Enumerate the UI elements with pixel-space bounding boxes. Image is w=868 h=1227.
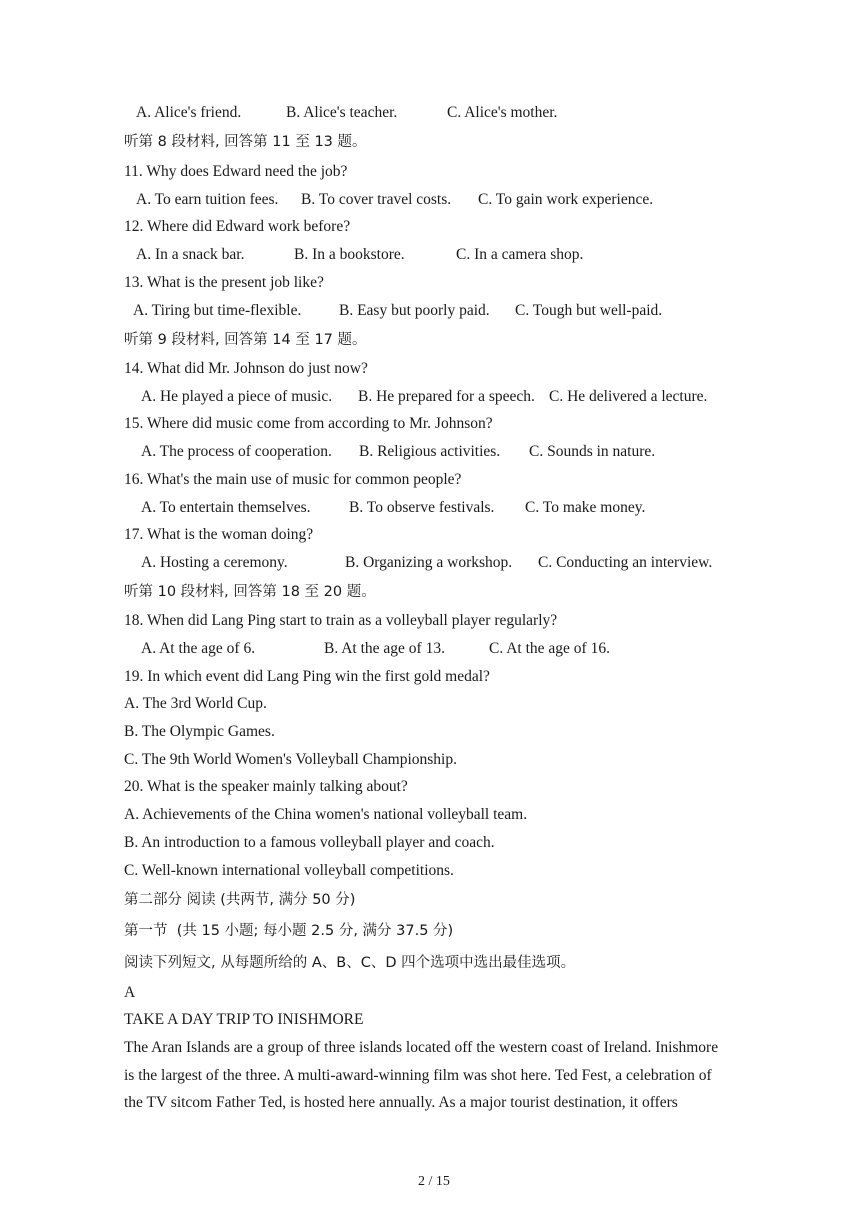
- option-text: A. To entertain themselves.: [141, 499, 311, 516]
- option-text: C. In a camera shop.: [456, 246, 584, 263]
- question-text: 18. When did Lang Ping start to train as a volleyball player regularly?: [124, 612, 558, 629]
- option-text: A. Hosting a ceremony.: [141, 554, 288, 571]
- body-text: A. The 3rd World Cup.: [124, 695, 267, 712]
- option-text: C. To make money.: [525, 499, 646, 516]
- body-text: C. Well-known international volleyball competitions.: [124, 862, 454, 879]
- section-heading: 听第 9 段材料, 回答第 14 至 17 题。: [124, 332, 367, 348]
- option-text: A. He played a piece of music.: [141, 388, 333, 405]
- body-text: The Aran Islands are a group of three islands located off the western coast of Ireland. Inishmore: [124, 1039, 719, 1056]
- option-text: C. Alice's mother.: [447, 104, 558, 121]
- body-text: B. An introduction to a famous volleyball player and coach.: [124, 834, 495, 851]
- body-text: is the largest of the three. A multi-award-winning film was shot here. Ted Fest, a celebration of: [124, 1067, 712, 1084]
- question-text: 12. Where did Edward work before?: [124, 218, 351, 235]
- option-text: C. To gain work experience.: [478, 191, 654, 208]
- option-text: C. He delivered a lecture.: [549, 388, 708, 405]
- question-text: 15. Where did music come from according to Mr. Johnson?: [124, 415, 493, 432]
- body-text: A. Achievements of the China women's national volleyball team.: [124, 806, 528, 823]
- option-text: B. Organizing a workshop.: [345, 554, 513, 571]
- body-text: A: [124, 984, 136, 1001]
- question-text: 16. What's the main use of music for common people?: [124, 471, 462, 488]
- body-text: the TV sitcom Father Ted, is hosted here annually. As a major tourist destination, it offers: [124, 1094, 678, 1111]
- option-text: A. The process of cooperation.: [141, 443, 332, 460]
- option-text: B. He prepared for a speech.: [358, 388, 535, 405]
- question-text: 11. Why does Edward need the job?: [124, 163, 348, 180]
- option-text: B. In a bookstore.: [294, 246, 405, 263]
- option-text: A. Tiring but time-flexible.: [133, 302, 302, 319]
- section-heading: 第一节 (共 15 小题; 每小题 2.5 分, 满分 37.5 分): [124, 923, 454, 939]
- option-text: A. To earn tuition fees.: [136, 191, 279, 208]
- page-number: 2 / 15: [418, 1174, 450, 1189]
- question-text: 20. What is the speaker mainly talking about?: [124, 778, 408, 795]
- option-text: C. Sounds in nature.: [529, 443, 656, 460]
- option-text: B. At the age of 13.: [324, 640, 445, 657]
- option-text: C. At the age of 16.: [489, 640, 610, 657]
- option-text: C. Conducting an interview.: [538, 554, 713, 571]
- body-text: TAKE A DAY TRIP TO INISHMORE: [124, 1011, 364, 1028]
- section-heading: 听第 10 段材料, 回答第 18 至 20 题。: [124, 584, 376, 600]
- option-text: B. To observe festivals.: [349, 499, 495, 516]
- question-text: 13. What is the present job like?: [124, 274, 324, 291]
- option-text: B. Easy but poorly paid.: [339, 302, 490, 319]
- body-text: C. The 9th World Women's Volleyball Championship.: [124, 751, 457, 768]
- body-text: B. The Olympic Games.: [124, 723, 275, 740]
- section-heading: 第二部分 阅读 (共两节, 满分 50 分): [124, 892, 356, 908]
- option-text: A. In a snack bar.: [136, 246, 245, 263]
- section-heading: 阅读下列短文, 从每题所给的 A、B、C、D 四个选项中选出最佳选项。: [124, 955, 576, 971]
- option-text: B. To cover travel costs.: [301, 191, 452, 208]
- question-text: 14. What did Mr. Johnson do just now?: [124, 360, 368, 377]
- option-text: B. Religious activities.: [359, 443, 501, 460]
- option-text: B. Alice's teacher.: [286, 104, 398, 121]
- question-text: 19. In which event did Lang Ping win the first gold medal?: [124, 668, 490, 685]
- question-text: 17. What is the woman doing?: [124, 526, 314, 543]
- option-text: A. At the age of 6.: [141, 640, 256, 657]
- section-heading: 听第 8 段材料, 回答第 11 至 13 题。: [124, 134, 367, 150]
- option-text: A. Alice's friend.: [136, 104, 242, 121]
- option-text: C. Tough but well-paid.: [515, 302, 663, 319]
